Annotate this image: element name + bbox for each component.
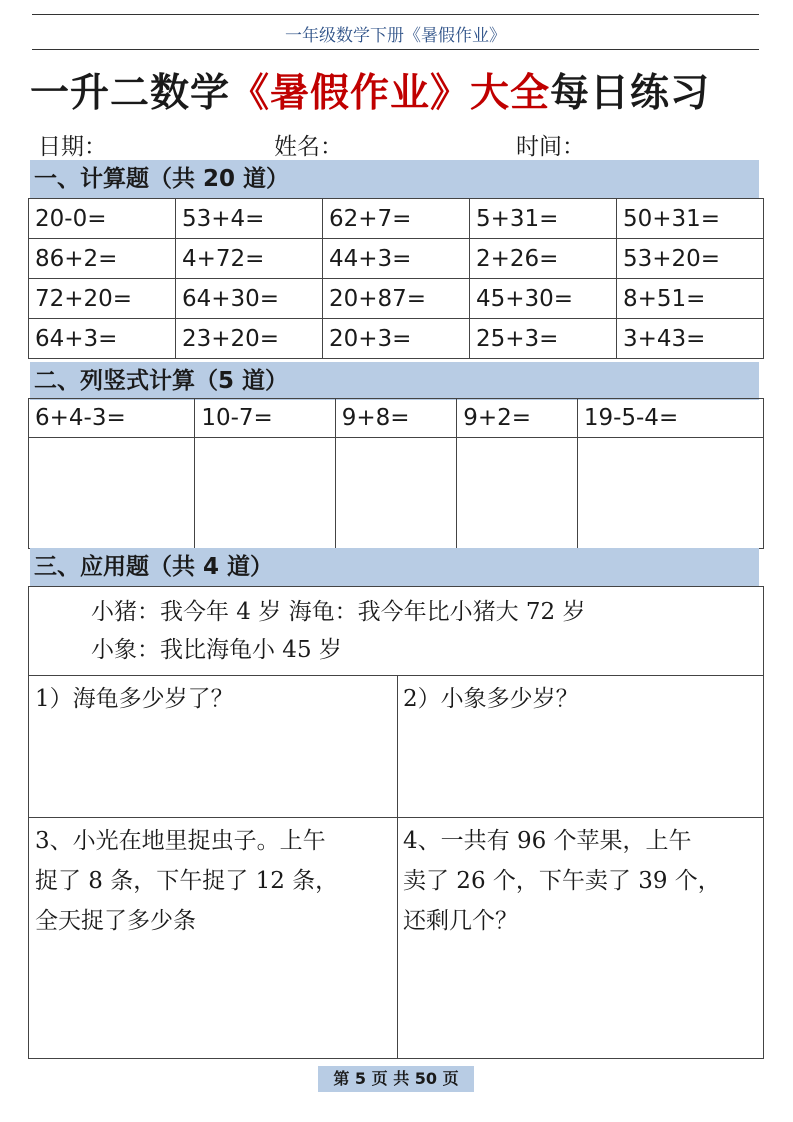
page-title [30, 62, 770, 118]
calc-cell: 72+20= [29, 279, 176, 319]
work-area[interactable] [29, 438, 195, 549]
title-part-2: 《暑假作业》大全 [230, 71, 551, 116]
calc-cell: 20+3= [323, 319, 470, 359]
meta-row [38, 128, 758, 160]
calc-cell: 2+26= [470, 239, 617, 279]
title-part-1: 一升二数学 [30, 71, 231, 116]
work-area[interactable] [577, 438, 763, 549]
calc-cell: 64+3= [29, 319, 176, 359]
vertical-problem: 10-7= [195, 399, 335, 438]
problem-intro [91, 593, 585, 669]
vertical-calc-table [28, 398, 764, 549]
question-4: 4、一共有 96 个苹果，上午 卖了 26 个，下午卖了 39 个， 还剩几个？ [403, 828, 721, 934]
calc-cell: 23+20= [176, 319, 323, 359]
vertical-problem: 9+2= [457, 399, 578, 438]
date-label: 日期： [38, 134, 107, 160]
table-row [29, 438, 764, 549]
vertical-problem: 6+4-3= [29, 399, 195, 438]
calc-cell: 62+7= [323, 199, 470, 239]
calc-cell: 86+2= [29, 239, 176, 279]
date-field [38, 128, 235, 161]
work-area[interactable] [195, 438, 335, 549]
calc-cell: 8+51= [617, 279, 764, 319]
section-1-heading: 一、计算题（共 20 道） [30, 160, 759, 198]
title-part-3: 每日练习 [550, 71, 711, 116]
calc-cell: 45+30= [470, 279, 617, 319]
page-number: 第 5 页 共 50 页 [318, 1066, 474, 1092]
table-row [29, 239, 764, 279]
calc-cell: 53+4= [176, 199, 323, 239]
date-blank[interactable] [107, 134, 235, 161]
divider [29, 817, 763, 818]
calc-cell: 20-0= [29, 199, 176, 239]
calc-cell: 50+31= [617, 199, 764, 239]
section-2-heading: 二、列竖式计算（5 道） [30, 362, 759, 400]
time-field [516, 128, 713, 161]
calc-cell: 64+30= [176, 279, 323, 319]
divider [397, 675, 398, 1058]
name-field [274, 128, 471, 161]
table-row [29, 319, 764, 359]
vertical-problem: 9+8= [335, 399, 457, 438]
name-label: 姓名： [274, 134, 343, 160]
calc-cell: 25+3= [470, 319, 617, 359]
calc-cell: 44+3= [323, 239, 470, 279]
calc-cell: 4+72= [176, 239, 323, 279]
page-header [32, 14, 759, 50]
section-3-heading: 三、应用题（共 4 道） [30, 548, 759, 586]
work-area[interactable] [335, 438, 457, 549]
table-row [29, 399, 764, 438]
calc-cell: 3+43= [617, 319, 764, 359]
question-2: 2）小象多少岁？ [403, 686, 579, 712]
time-blank[interactable] [585, 134, 713, 161]
table-row [29, 199, 764, 239]
word-problems-box [28, 586, 764, 1059]
intro-line-2: 小象：我比海龟小 45 岁 [91, 637, 342, 663]
calc-table [28, 198, 764, 359]
work-area[interactable] [457, 438, 578, 549]
intro-line-1: 小猪：我今年 4 岁 海龟：我今年比小猪大 72 岁 [91, 599, 586, 625]
divider [29, 675, 763, 676]
time-label: 时间： [516, 134, 585, 160]
calc-cell: 53+20= [617, 239, 764, 279]
table-row [29, 279, 764, 319]
question-3: 3、小光在地里捉虫子。上午 捉了 8 条，下午捉了 12 条， 全天捉了多少条 [35, 828, 339, 934]
name-blank[interactable] [343, 134, 471, 161]
question-1: 1）海龟多少岁了？ [35, 686, 234, 712]
header-text: 一年级数学下册《暑假作业》 [285, 26, 506, 46]
vertical-problem: 19-5-4= [577, 399, 763, 438]
calc-cell: 5+31= [470, 199, 617, 239]
calc-cell: 20+87= [323, 279, 470, 319]
